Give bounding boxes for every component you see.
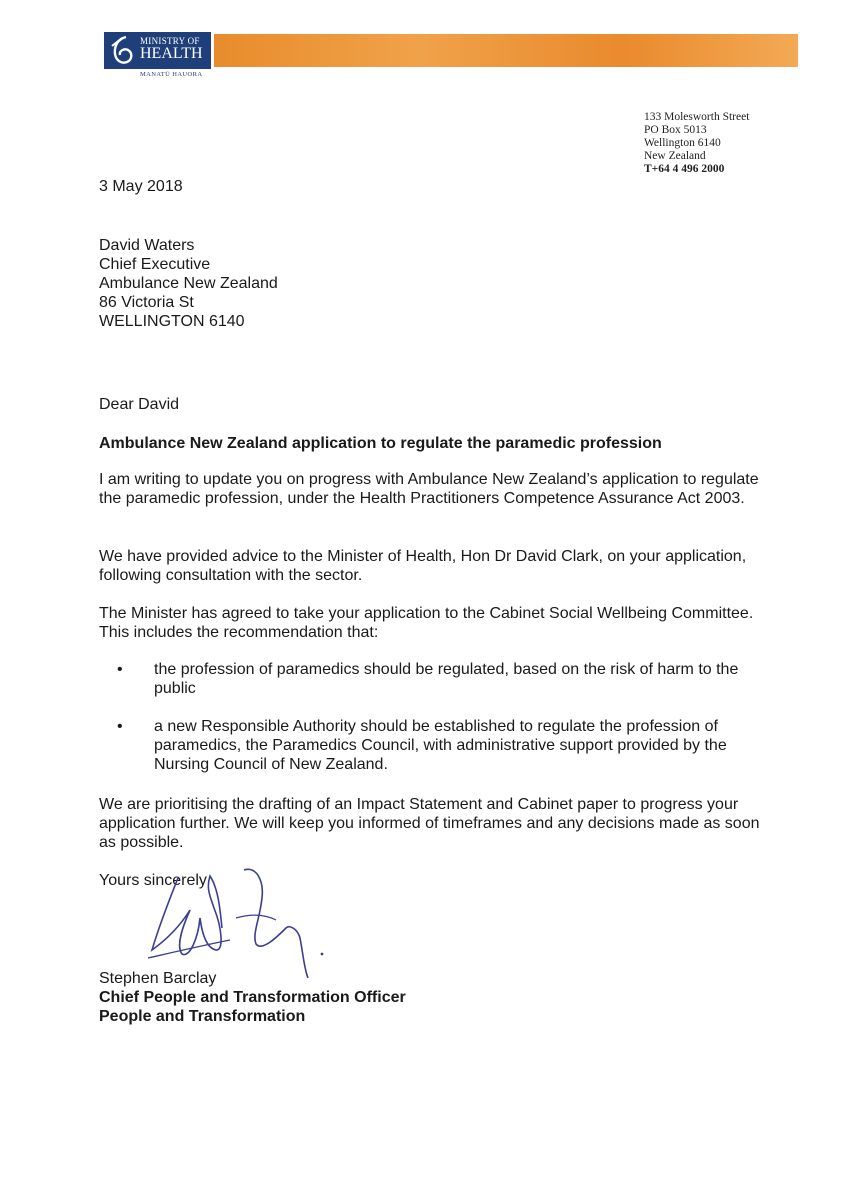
address-line: Wellington 6140	[644, 137, 721, 149]
closing: Yours sincerely	[99, 872, 207, 889]
recipient-title: Chief Executive	[99, 256, 211, 273]
ministry-logo	[104, 32, 211, 69]
list-item	[99, 717, 769, 774]
signer-name: Stephen Barclay	[99, 970, 217, 987]
recommendation-list	[99, 660, 769, 793]
logo-ministry-text: MINISTRY OF	[140, 36, 200, 46]
ministry-logo-mark-icon	[108, 34, 138, 67]
body-paragraph-2: We have provided advice to the Minister of Health, Hon Dr David Clark, on your application, following consultation with the sector.	[99, 548, 747, 584]
address-line: 133 Molesworth Street	[644, 111, 750, 123]
address-line: PO Box 5013	[644, 124, 707, 136]
body-paragraph-1: I am writing to update you on progress with Ambulance New Zealand’s application to regulate the paramedic profession, under the Health Practitioners Competence Assurance Act 2003.	[99, 471, 759, 507]
list-item	[99, 660, 769, 698]
letter-date: 3 May 2018	[99, 178, 183, 195]
signer-unit: People and Transformation	[99, 1008, 306, 1025]
letterhead-orange-band	[214, 34, 798, 67]
recipient-city: WELLINGTON 6140	[99, 313, 245, 330]
address-line: New Zealand	[644, 150, 706, 162]
recipient-street: 86 Victoria St	[99, 294, 194, 311]
body-paragraph-4: We are prioritising the drafting of an Impact Statement and Cabinet paper to progress your application further. We will keep you informed of timeframes and any decisions made as soon as possible.	[99, 796, 760, 851]
recipient-name: David Waters	[99, 237, 195, 254]
logo-maori-text: MANATŪ HAUORA	[140, 71, 203, 78]
signer-title: Chief People and Transformation Officer	[99, 989, 406, 1006]
salutation: Dear David	[99, 396, 180, 413]
letter-subject: Ambulance New Zealand application to regulate the paramedic profession	[99, 435, 662, 452]
handwritten-signature	[140, 858, 340, 983]
body-paragraph-3: The Minister has agreed to take your application to the Cabinet Social Wellbeing Committee. This includes the recommendation that:	[99, 605, 754, 641]
logo-health-text: HEALTH	[140, 45, 203, 62]
bullet-icon: •	[117, 718, 123, 735]
sender-address	[644, 111, 749, 176]
bullet-icon: •	[117, 661, 123, 678]
sender-phone: T+64 4 496 2000	[644, 163, 725, 175]
list-item-text: a new Responsible Authority should be established to regulate the profession of paramedics, the Paramedics Council, with administrative support provided by the Nursing Council of New Zealand.	[154, 718, 727, 773]
recipient-block	[99, 236, 769, 331]
list-item-text: the profession of paramedics should be regulated, based on the risk of harm to the public	[154, 661, 739, 697]
signer-block	[99, 969, 769, 1026]
recipient-organisation: Ambulance New Zealand	[99, 275, 278, 292]
